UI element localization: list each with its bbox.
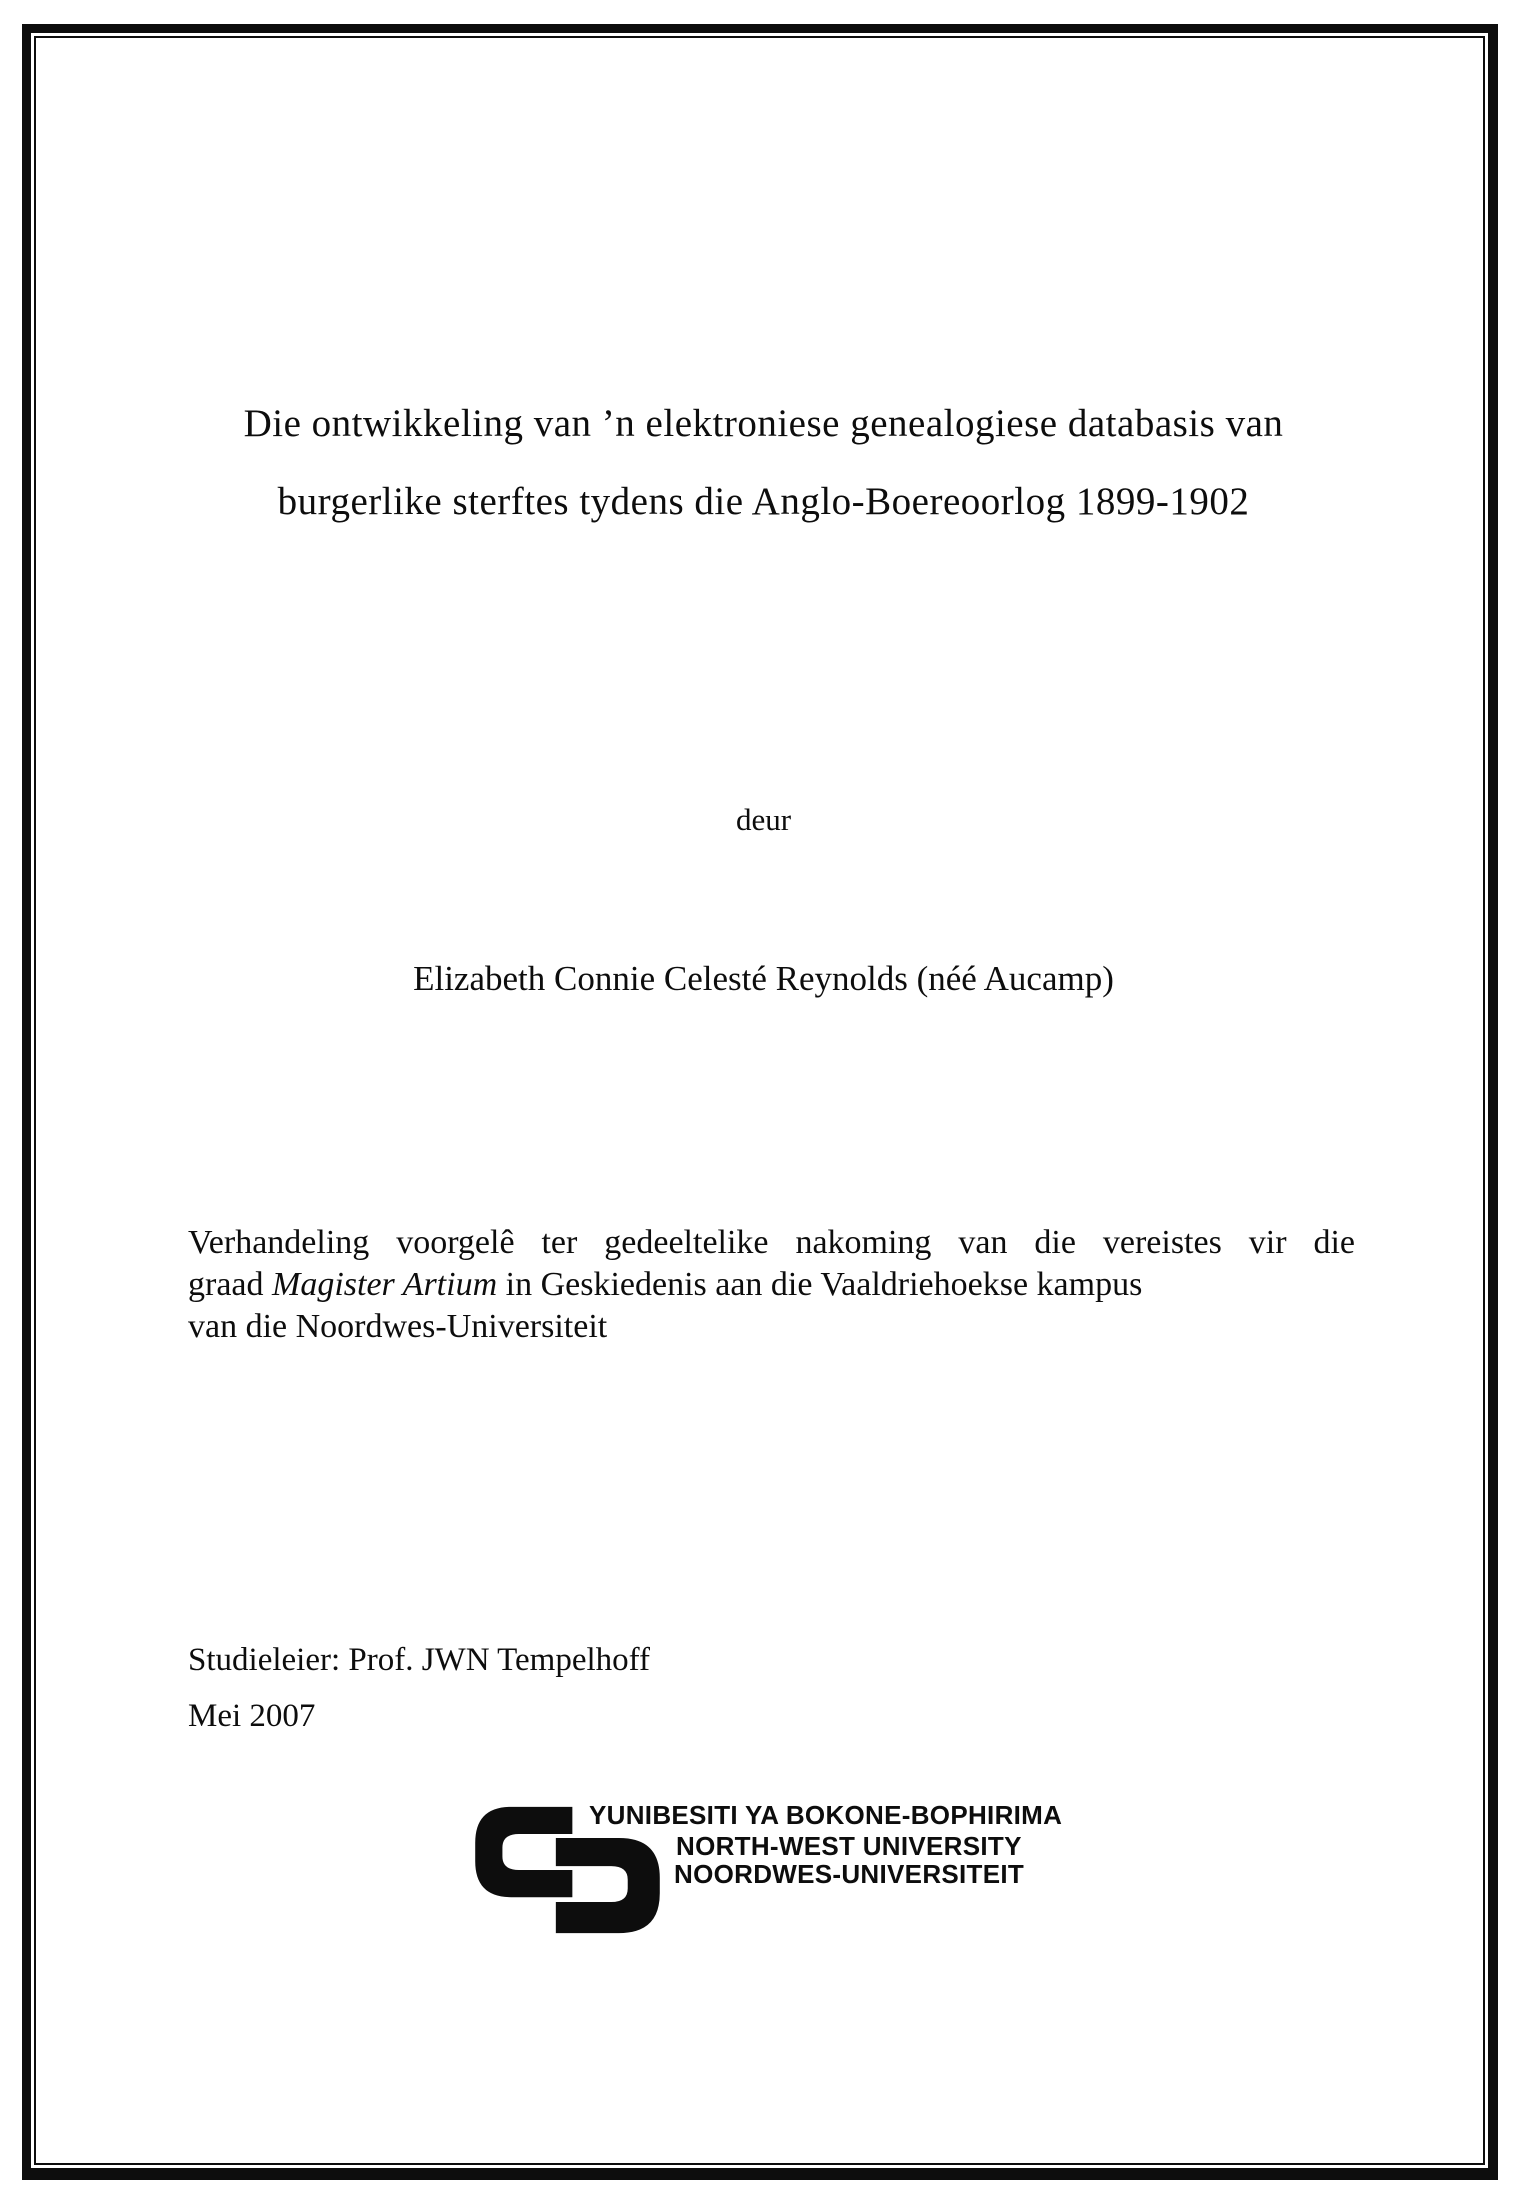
date-line: Mei 2007 <box>188 1698 316 1734</box>
supervisor-line: Studieleier: Prof. JWN Tempelhoff <box>188 1642 651 1678</box>
thesis-title-line-2: burgerlike sterftes tydens die Anglo-Boereoorlog 1899-1902 <box>277 480 1250 523</box>
thesis-title-line-1: Die ontwikkeling van ’n elektroniese genealogiese databasis van <box>243 402 1284 445</box>
degree-description <box>188 1222 1355 1348</box>
thesis-title <box>0 385 1527 541</box>
supervisor-block <box>188 1632 650 1744</box>
logo-text-setswana: YUNIBESITI YA BOKONE-BOPHIRIMA <box>589 1800 1063 1830</box>
degree-description-line-2 <box>188 1264 1355 1306</box>
degree-description-line-3: van die Noordwes-Universiteit <box>188 1308 608 1345</box>
byline-label: deur <box>735 802 792 837</box>
degree-name-italic: Magister Artium <box>272 1266 498 1303</box>
degree-description-line-1: Verhandeling voorgelê ter gedeeltelike nakoming van die vereistes vir die <box>188 1224 1355 1261</box>
logo-text-afrikaans: NOORDWES-UNIVERSITEIT <box>674 1859 1025 1889</box>
degree-description-line-2-suffix: in Geskiedenis aan die Vaaldriehoekse kampus <box>497 1266 1143 1303</box>
logo-text-english: NORTH-WEST UNIVERSITY <box>676 1831 1022 1861</box>
author-name: Elizabeth Connie Celesté Reynolds (néé Aucamp) <box>413 959 1114 998</box>
degree-description-line-2-prefix: graad <box>188 1266 273 1303</box>
